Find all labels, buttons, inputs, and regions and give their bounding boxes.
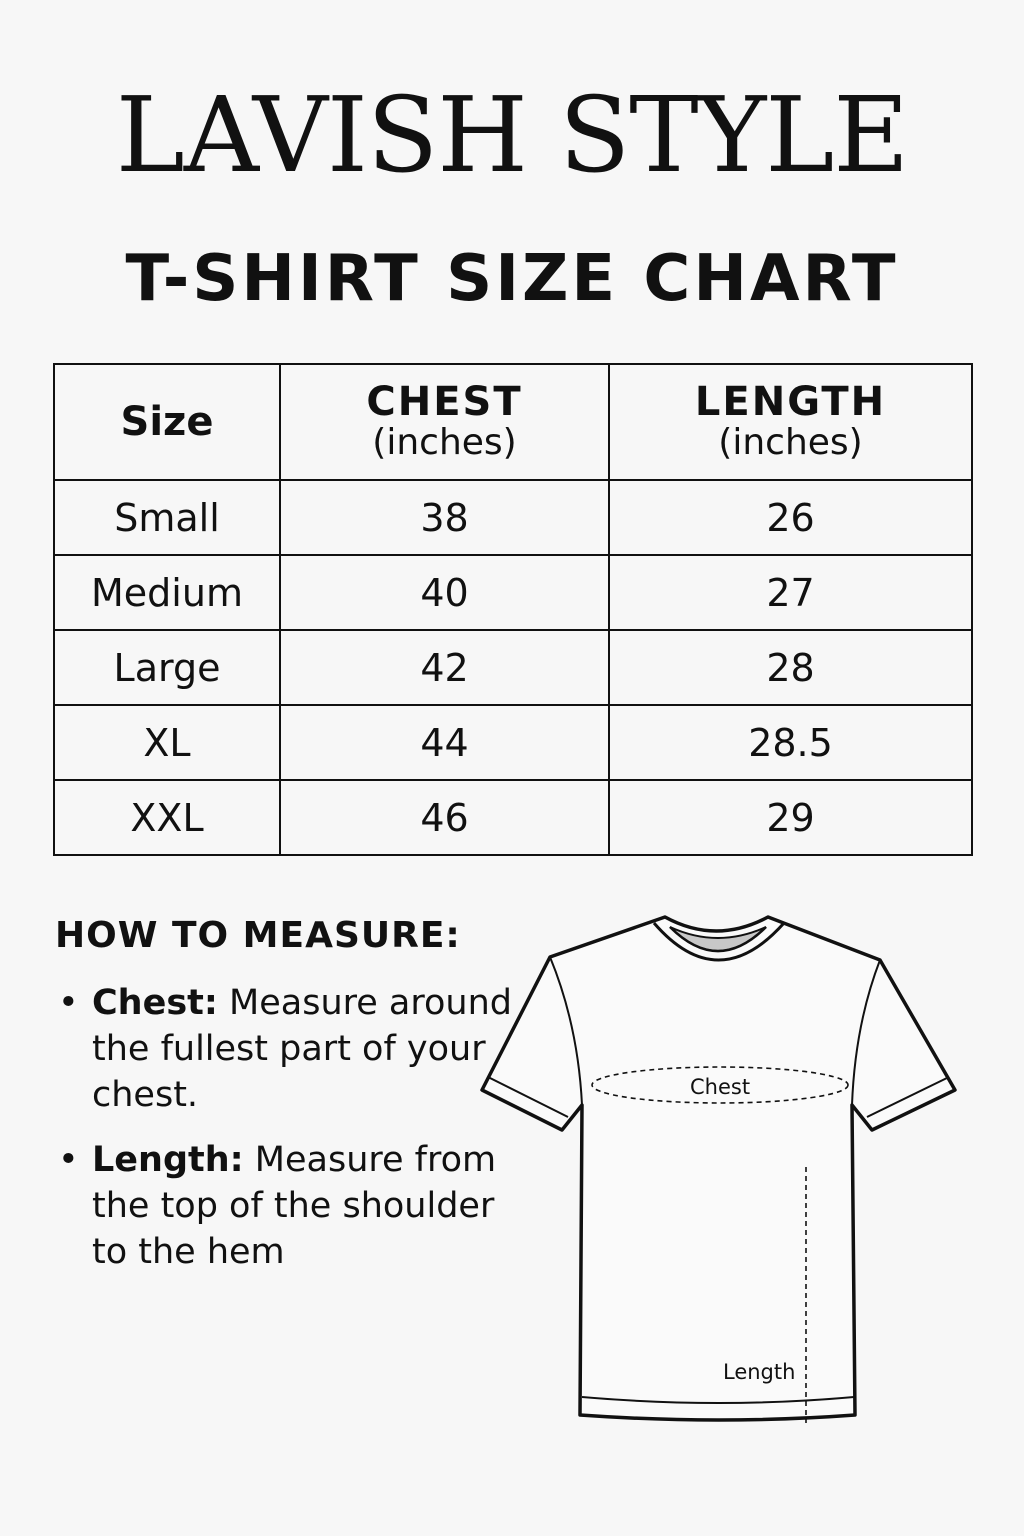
t-shirt-outline	[482, 917, 955, 1420]
cell-chest: 44	[280, 705, 609, 780]
header-size	[54, 364, 280, 480]
cell-length: 28.5	[609, 705, 972, 780]
cell-size: Large	[54, 630, 280, 705]
header-length-label: LENGTH	[694, 379, 887, 426]
table-row	[54, 705, 972, 780]
header-size-label: Size	[120, 399, 214, 445]
cell-length: 28	[609, 630, 972, 705]
table-row	[54, 555, 972, 630]
cell-chest: 42	[280, 630, 609, 705]
brand-title: LAVISH STYLE	[115, 74, 909, 196]
how-to-measure-heading: HOW TO MEASURE:	[55, 915, 461, 956]
cell-size: Medium	[54, 555, 280, 630]
length-label: Length	[723, 1360, 796, 1384]
cell-chest: 40	[280, 555, 609, 630]
cell-length: 29	[609, 780, 972, 855]
header-length	[609, 364, 972, 480]
measure-instructions	[58, 980, 528, 1294]
chest-label: Chest	[690, 1075, 751, 1099]
cell-length: 27	[609, 555, 972, 630]
table-row	[54, 480, 972, 555]
header-length-unit: (inches)	[718, 422, 863, 464]
list-item	[58, 980, 528, 1118]
cell-chest: 46	[280, 780, 609, 855]
chest-instruction: Measure around the fullest part of your chest.	[92, 983, 512, 1115]
header-chest	[280, 364, 609, 480]
t-shirt-icon	[470, 905, 970, 1435]
bullet-icon: •	[58, 983, 79, 1023]
table-row	[54, 630, 972, 705]
chest-term: Chest:	[92, 983, 218, 1023]
list-item	[58, 1137, 528, 1275]
cell-chest: 38	[280, 480, 609, 555]
length-instruction: Measure from the top of the shoulder to the hem	[92, 1140, 497, 1272]
page-title: T-SHIRT SIZE CHART	[125, 242, 899, 316]
cell-size: XL	[54, 705, 280, 780]
table-row	[54, 780, 972, 855]
bullet-icon: •	[58, 1140, 79, 1180]
table-header-row	[54, 364, 972, 480]
size-table	[53, 363, 973, 856]
cell-length: 26	[609, 480, 972, 555]
cell-size: Small	[54, 480, 280, 555]
cell-size: XXL	[54, 780, 280, 855]
header-chest-unit: (inches)	[372, 422, 517, 464]
length-term: Length:	[92, 1140, 244, 1180]
header-chest-label: CHEST	[366, 379, 523, 426]
